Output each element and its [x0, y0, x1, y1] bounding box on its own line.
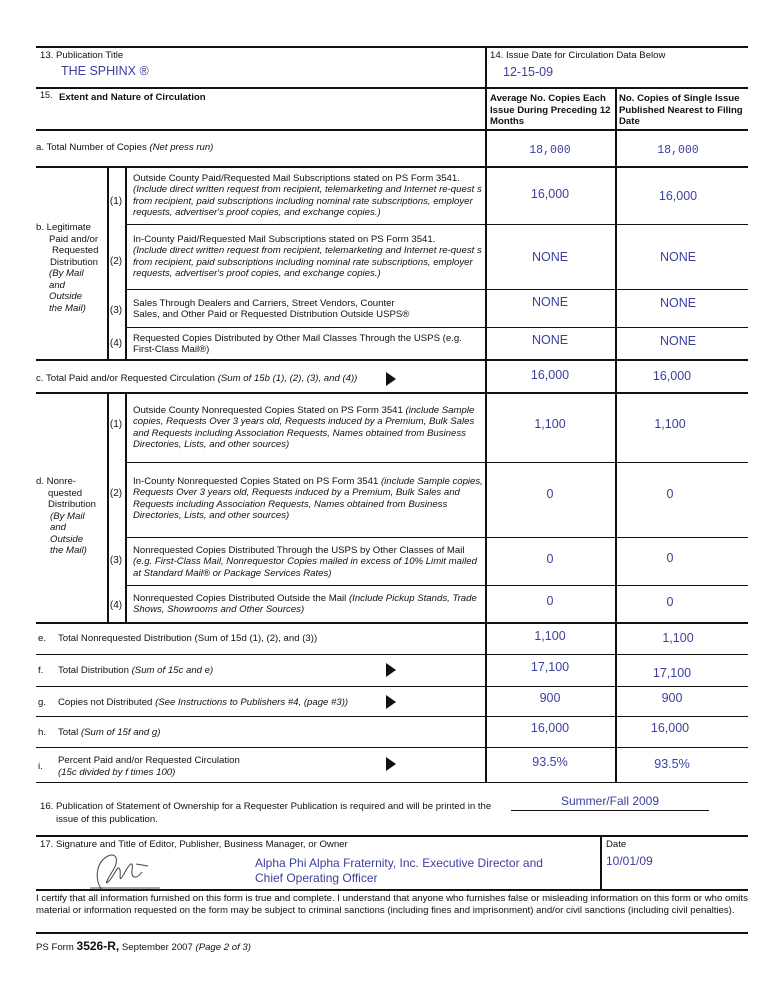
row-g-label: Copies not Distributed (See Instructions to Publishers #4, (page #3))	[58, 697, 349, 708]
b2-description: In-County Paid/Requested Mail Subscriptions stated on PS Form 3541. (Include direct written request from recipient, telemarketing and Internet re-quest s from recipient, paid subscriptions including nominal rate subscriptions, employer requests, advertiser's proof copies, and exchange copies.)	[133, 234, 482, 279]
row-g-average: 900	[539, 691, 561, 705]
row-a-single: 18,000	[657, 144, 699, 157]
d1-average: 1,100	[534, 417, 566, 431]
d2-single: 0	[666, 487, 674, 501]
row-a-average: 18,000	[529, 144, 571, 157]
row-c-single: 16,000	[652, 369, 692, 383]
rule	[125, 289, 748, 290]
col-divider	[485, 46, 487, 783]
b1-number: (1)	[109, 196, 123, 207]
rule	[36, 654, 748, 655]
signer-title: Alpha Phi Alpha Fraternity, Inc. Executive Director and Chief Operating Officer	[255, 856, 543, 885]
item15-number: 15.	[40, 90, 53, 100]
row-h-single: 16,000	[650, 721, 690, 735]
col-single-issue-header: No. Copies of Single Issue Published Nearest to Filing Date	[619, 93, 743, 127]
d1-description: Outside County Nonrequested Copies Stated on PS Form 3541 (include Sample copies, Requests Over 3 years old, Requests induced by a Premium, Bulk Sales and Requests including Association Requests, Names obtained from Business Directories, Lists, and other sources)	[133, 405, 475, 450]
row-e-letter: e.	[38, 633, 47, 644]
rule	[36, 835, 748, 837]
rule	[125, 537, 748, 538]
b4-description: Requested Copies Distributed by Other Mail Classes Through the USPS (e.g. First-Class Mail®)	[133, 333, 462, 356]
publication-title-value: THE SPHINX ®	[61, 64, 149, 78]
rule	[125, 585, 748, 586]
col-average-header: Average No. Copies Each Issue During Preceding 12 Months	[490, 93, 611, 127]
d1-number: (1)	[109, 419, 123, 430]
group-b-label: b. Legitimate Paid and/or Requested Distribution (By Mail and Outside the Mail)	[36, 222, 99, 314]
rule	[36, 782, 748, 783]
col-divider	[125, 393, 127, 623]
b4-number: (4)	[109, 338, 123, 349]
row-c-label: c. Total Paid and/or Requested Circulation (Sum of 15b (1), (2), (3), and (4))	[36, 373, 358, 384]
row-f-letter: f.	[38, 665, 44, 676]
b3-average: NONE	[531, 295, 569, 309]
row-h-average: 16,000	[530, 721, 570, 735]
rule	[36, 359, 748, 361]
issue-date-value: 12-15-09	[503, 65, 554, 79]
item16-text: 16. Publication of Statement of Ownership for a Requester Publication is required and will be printed in the	[40, 801, 492, 812]
item16-text-continued: issue of this publication.	[56, 814, 158, 825]
b1-average: 16,000	[530, 187, 570, 201]
d3-single: 0	[666, 551, 674, 565]
rule	[36, 622, 748, 624]
row-f-average: 17,100	[530, 660, 570, 674]
d4-average: 0	[546, 594, 554, 608]
d2-number: (2)	[109, 488, 123, 499]
row-a-label: a. Total Number of Copies (Net press run)	[36, 142, 214, 153]
rule	[36, 932, 748, 934]
signature-date: 10/01/09	[606, 854, 653, 868]
row-e-single: 1,100	[662, 631, 694, 645]
rule	[36, 87, 748, 89]
item15-label: Extent and Nature of Circulation	[59, 92, 206, 103]
rule	[36, 747, 748, 748]
row-h-label: Total (Sum of 15f and g)	[58, 727, 161, 738]
row-f-label: Total Distribution (Sum of 15c and e)	[58, 665, 214, 676]
rule	[36, 392, 748, 394]
rule	[125, 327, 748, 328]
row-i-average: 93.5%	[532, 755, 568, 769]
d2-description: In-County Nonrequested Copies Stated on PS Form 3541 (include Sample copies, Requests Over 3 years old, Requests induced by a Premium, Bulk Sales and Requests including Association Requests, Names obtained from Business Directories, Lists, and other sources)	[133, 476, 483, 521]
d3-number: (3)	[109, 555, 123, 566]
b3-description: Sales Through Dealers and Carriers, Street Vendors, Counter Sales, and Other Paid or Requested Distribution Outside USPS®	[133, 298, 410, 321]
rule	[36, 46, 748, 48]
d4-single: 0	[666, 595, 674, 609]
row-f-single: 17,100	[652, 666, 692, 680]
d2-average: 0	[546, 487, 554, 501]
col-divider	[125, 167, 127, 360]
arrow-icon	[386, 757, 396, 771]
date-label: Date	[606, 839, 627, 850]
group-d-label: d. Nonre- quested Distribution (By Mail and Outside the Mail)	[36, 476, 96, 556]
arrow-icon	[386, 372, 396, 386]
b1-description: Outside County Paid/Requested Mail Subscriptions stated on PS Form 3541. (Include direct written request from recipient, telemarketing and Internet re-quest s from recipient, paid subscriptions including nominal rate subscriptions, employer requests, advertiser's proof copies, and exchange copies.)	[133, 173, 482, 218]
signature-image	[90, 850, 160, 894]
b3-number: (3)	[109, 305, 123, 316]
issue-date-label: 14. Issue Date for Circulation Data Below	[490, 50, 666, 61]
form-footer: PS Form 3526-R, September 2007 (Page 2 of 3)	[36, 939, 251, 953]
b1-single: 16,000	[658, 189, 698, 203]
rule	[36, 716, 748, 717]
rule	[125, 224, 748, 225]
item17-label: 17. Signature and Title of Editor, Publisher, Business Manager, or Owner	[40, 839, 348, 850]
row-c-average: 16,000	[530, 368, 570, 382]
row-e-average: 1,100	[534, 629, 566, 643]
b4-single: NONE	[659, 334, 697, 348]
b2-number: (2)	[109, 256, 123, 267]
rule	[36, 129, 748, 131]
d1-single: 1,100	[654, 417, 686, 431]
b3-single: NONE	[659, 296, 697, 310]
row-e-label: Total Nonrequested Distribution (Sum of 15d (1), (2), and (3))	[58, 633, 318, 644]
d4-number: (4)	[109, 600, 123, 611]
d4-description: Nonrequested Copies Distributed Outside the Mail (Include Pickup Stands, Trade Shows, Showrooms and Other Sources)	[133, 593, 477, 616]
col-divider	[600, 836, 602, 890]
d3-description: Nonrequested Copies Distributed Through the USPS by Other Classes of Mail (e.g. First-Class Mail, Nonrequestor Copies mailed in excess of 10% Limit mailed at Standard Mail® or Package Services Rates)	[133, 545, 477, 579]
rule	[36, 166, 748, 168]
item16-issue-value: Summer/Fall 2009	[560, 794, 660, 808]
d3-average: 0	[546, 552, 554, 566]
b4-average: NONE	[531, 333, 569, 347]
arrow-icon	[386, 663, 396, 677]
b2-single: NONE	[659, 250, 697, 264]
item16-blank-line	[511, 810, 709, 811]
row-h-letter: h.	[38, 727, 47, 738]
row-i-letter: i.	[38, 761, 43, 772]
row-g-letter: g.	[38, 697, 47, 708]
row-i-label: Percent Paid and/or Requested Circulation (15c divided by f times 100)	[58, 755, 240, 778]
arrow-icon	[386, 695, 396, 709]
rule	[36, 686, 748, 687]
publication-title-label: 13. Publication Title	[40, 50, 124, 61]
rule	[125, 462, 748, 463]
b2-average: NONE	[531, 250, 569, 264]
row-i-single: 93.5%	[654, 757, 690, 771]
row-g-single: 900	[661, 691, 683, 705]
certification-statement: I certify that all information furnished on this form is true and complete. I understand that anyone who furnishes false or misleading information on this form or who omits material or information requested on the form may be subject to criminal sanctions (including fines and imprisonment) and/or civil sanctions (including civil penalties).	[36, 893, 748, 916]
